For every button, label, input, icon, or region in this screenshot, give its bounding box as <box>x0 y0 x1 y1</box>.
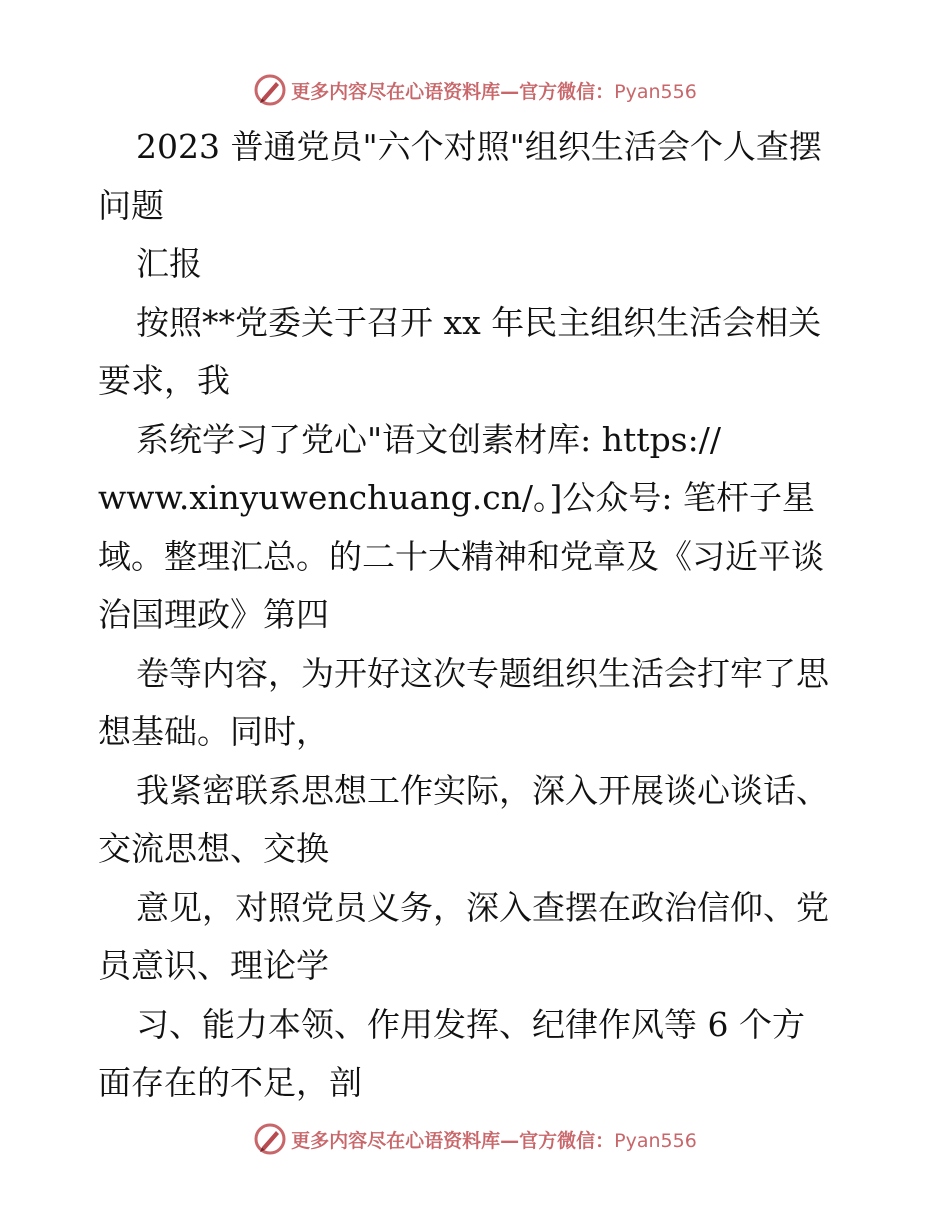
text-line: 卷等内容，为开好这次专题组织生活会打牢了思 <box>136 653 829 693</box>
text-line: 员意识、理论学 <box>98 946 329 985</box>
text-line: 2023 普通党员"六个对照"组织生活会个人查摆 <box>136 127 822 166</box>
text-line: 想基础。同时， <box>98 712 329 751</box>
banner-text: 更多内容尽在心语资料库—官方微信：Pyan556 <box>291 1129 697 1152</box>
text-line: www.xinyuwenchuang.cn/。]公众号: 笔杆子星 <box>98 478 816 517</box>
banner-handle: Pyan556 <box>614 1129 697 1152</box>
text-line: 按照**党委关于召开 xx 年民主组织生活会相关 <box>136 302 822 342</box>
text-line: 汇报 <box>136 244 202 283</box>
text-line: 系统学习了党心"语文创素材库: https:// <box>136 419 721 459</box>
text-line: 意见，对照党员义务，深入查摆在政治信仰、党 <box>136 887 829 927</box>
footer-watermark-banner <box>0 1119 950 1159</box>
header-watermark-banner <box>0 70 950 110</box>
text-line: 域。整理汇总。的二十大精神和党章及《习近平谈 <box>98 536 824 576</box>
pen-logo-icon <box>253 1122 287 1156</box>
text-line: 问题 <box>98 185 164 225</box>
text-line: 习、能力本领、作用发挥、纪律作风等 6 个方 <box>136 1004 805 1044</box>
pen-logo-icon <box>253 73 287 107</box>
banner-handle: Pyan556 <box>614 80 697 103</box>
text-line: 要求，我 <box>98 361 230 400</box>
text-line: 我紧密联系思想工作实际，深入开展谈心谈话、 <box>136 770 829 810</box>
text-line: 治国理政》第四 <box>98 595 329 634</box>
text-line: 面存在的不足，剖 <box>98 1063 362 1102</box>
text-line: 交流思想、交换 <box>98 829 329 868</box>
document-body <box>98 118 868 1113</box>
banner-text: 更多内容尽在心语资料库—官方微信：Pyan556 <box>291 80 697 103</box>
